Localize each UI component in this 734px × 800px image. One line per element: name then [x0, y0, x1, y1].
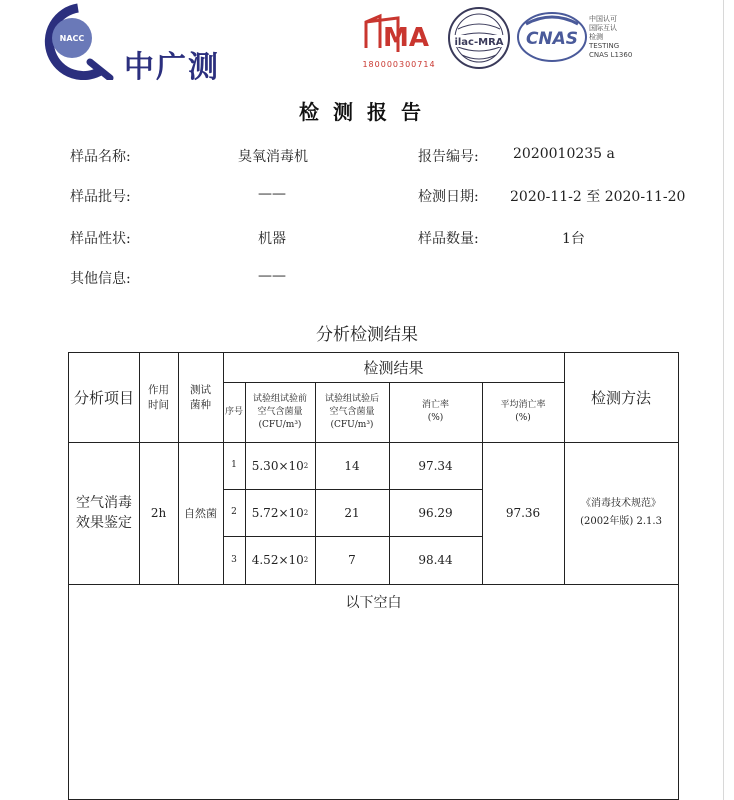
cma-mark	[362, 12, 436, 72]
row-rate: 98.44	[418, 553, 453, 567]
cnas-info-line: 国际互认	[589, 24, 617, 32]
method-line: 《消毒技术规范》	[581, 498, 661, 509]
strain-cell: 自然菌	[184, 507, 217, 520]
header-strain-line: 菌种	[190, 398, 211, 411]
row-seq: 3	[231, 554, 237, 565]
cnas-logo-icon	[516, 10, 588, 64]
report-no-label: 报告编号:	[418, 149, 479, 165]
cma-label: MA	[383, 23, 429, 53]
header-item: 分析项目	[73, 389, 134, 407]
row-after: 7	[348, 553, 356, 567]
header-time-line: 时间	[148, 398, 169, 411]
cma-seal-icon	[362, 12, 436, 58]
header-time	[139, 353, 178, 442]
cnas-info-line: 中国认可	[589, 15, 617, 23]
cnas-label: CNAS	[525, 29, 579, 49]
header-kill-rate	[389, 382, 482, 442]
form-value: 机器	[258, 231, 286, 247]
form-label: 样品性状:	[70, 231, 131, 247]
average-cell: 97.36	[505, 506, 541, 520]
nacc-logo-icon	[30, 0, 130, 80]
header-kill-rate-line: (%)	[427, 413, 444, 423]
item-line: 空气消毒	[76, 495, 132, 511]
time-cell: 2h	[150, 506, 167, 520]
header-time-line: 作用	[148, 383, 169, 396]
other-label: 其他信息:	[70, 271, 131, 287]
row-before-exp: 2	[303, 461, 309, 470]
sample-name-value: 臭氧消毒机	[238, 149, 308, 165]
cnas-info-line: 检测	[589, 33, 603, 41]
batch-label: 样品批号:	[70, 189, 131, 205]
cnas-info	[589, 15, 632, 60]
row-before-base: 5.72×10	[251, 505, 304, 520]
company-logo	[30, 0, 240, 85]
header-after-line: 试验组试验后	[324, 393, 379, 404]
header-strain	[178, 353, 223, 442]
method-cell	[564, 442, 678, 584]
row-rate: 97.34	[418, 458, 453, 473]
brand-name: 中广测	[124, 50, 220, 85]
item-cell	[69, 442, 139, 584]
item-line: 效果鉴定	[76, 515, 132, 531]
row-before-exp: 2	[303, 556, 309, 564]
row-before-exp: 2	[303, 508, 309, 517]
cnas-info-line: CNAS L1360	[589, 51, 633, 59]
report-title: 检测报告	[299, 100, 435, 124]
header-kill-rate-line: 消亡率	[421, 400, 449, 410]
header-strain-line: 测试	[190, 383, 211, 396]
header-before	[245, 382, 315, 442]
row-before	[245, 536, 315, 584]
section-title: 分析检测结果	[316, 325, 418, 345]
other-value: ——	[258, 268, 286, 284]
sample-name-label: 样品名称:	[70, 149, 131, 165]
results-table	[68, 352, 679, 800]
header-avg-kill-rate-line: 平均消亡率	[500, 400, 546, 410]
row-seq: 2	[231, 507, 237, 517]
header-results: 检测结果	[363, 359, 424, 377]
method-line: (2002年版) 2.1.3	[580, 516, 662, 527]
test-date-value: 2020-11-2 至 2020-11-20	[510, 189, 686, 205]
header-after	[315, 382, 389, 442]
report-no-value: 2020010235 a	[513, 146, 615, 162]
row-after: 21	[344, 505, 360, 520]
header-method: 检测方法	[590, 389, 651, 407]
header-avg-kill-rate	[482, 382, 564, 442]
header-after-line: (CFU/m³)	[330, 419, 374, 430]
ilac-label: ilac-MRA	[454, 37, 504, 48]
row-rate: 96.29	[418, 505, 453, 520]
header-before-line: 试验组试验前	[252, 393, 307, 404]
quantity-label: 样品数量:	[418, 231, 479, 247]
row-after: 14	[344, 458, 360, 473]
cma-number: 180000300714	[362, 60, 436, 69]
row-before-base: 5.30×10	[251, 458, 304, 473]
row-seq: 1	[231, 460, 237, 470]
ilac-mra-logo-icon	[446, 5, 512, 71]
header-avg-kill-rate-line: (%)	[515, 413, 531, 423]
cnas-info-line: TESTING	[589, 42, 620, 50]
header-before-line: 空气含菌量	[257, 406, 303, 417]
header-after-line: 空气含菌量	[329, 406, 375, 417]
row-before-base: 4.52×10	[251, 553, 304, 567]
header-seq: 序号	[224, 406, 243, 417]
row-before	[245, 442, 315, 489]
blank-note: 以下空白	[345, 595, 402, 611]
test-date-label: 检测日期:	[418, 189, 479, 205]
nacc-badge-text: NACC	[59, 34, 85, 43]
quantity-value: 1台	[562, 231, 585, 247]
row-before	[245, 489, 315, 536]
batch-value: ——	[258, 186, 286, 202]
header-before-line: (CFU/m³)	[258, 419, 302, 430]
